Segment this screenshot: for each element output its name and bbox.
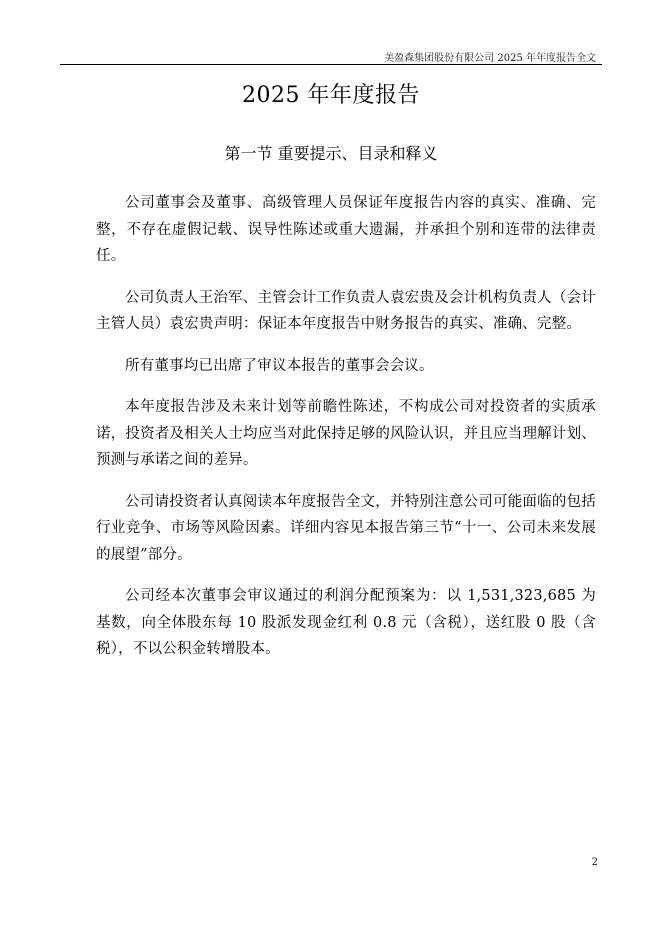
- paragraph-forward-looking: 本年度报告涉及未来计划等前瞻性陈述，不构成公司对投资者的实质承诺，投资者及相关人士均应当对此保持足够的风险认识，并且应当理解计划、预测与承诺之间的差异。: [96, 399, 596, 468]
- section-title: 第一节 重要提示、目录和释义: [224, 144, 438, 163]
- paragraph-risk-notice: 公司请投资者认真阅读本年度报告全文，并特别注意公司可能面临的包括行业竞争、市场等风险因素。详细内容见本报告第三节“十一、公司未来发展的展望”部分。: [96, 493, 596, 563]
- header-divider: [60, 64, 602, 65]
- running-header: 美盈森集团股份有限公司 2025 年年度报告全文: [384, 53, 596, 64]
- paragraph-board-guarantee: 公司董事会及董事、高级管理人员保证年度报告内容的真实、准确、完整，不存在虚假记载、误导性陈述或重大遗漏，并承担个别和连带的法律责任。: [96, 195, 596, 264]
- paragraph-responsible-persons: 公司负责人王治军、主管会计工作负责人袁宏贵及会计机构负责人（会计主管人员）袁宏贵声明：保证本年度报告中财务报告的真实、准确、完整。: [96, 289, 596, 332]
- paragraph-directors-attendance: 所有董事均已出席了审议本报告的董事会会议。: [125, 357, 434, 374]
- document-title: 2025 年年度报告: [242, 83, 420, 108]
- paragraph-profit-distribution: 公司经本次董事会审议通过的利润分配预案为：以 1,531,323,685 为基数，向全体股东每 10 股派发现金红利 0.8 元（含税），送红股 0 股（含税），不以公积金转增股本。: [96, 588, 596, 657]
- document-body: [96, 190, 596, 678]
- page-number: 2: [591, 857, 598, 868]
